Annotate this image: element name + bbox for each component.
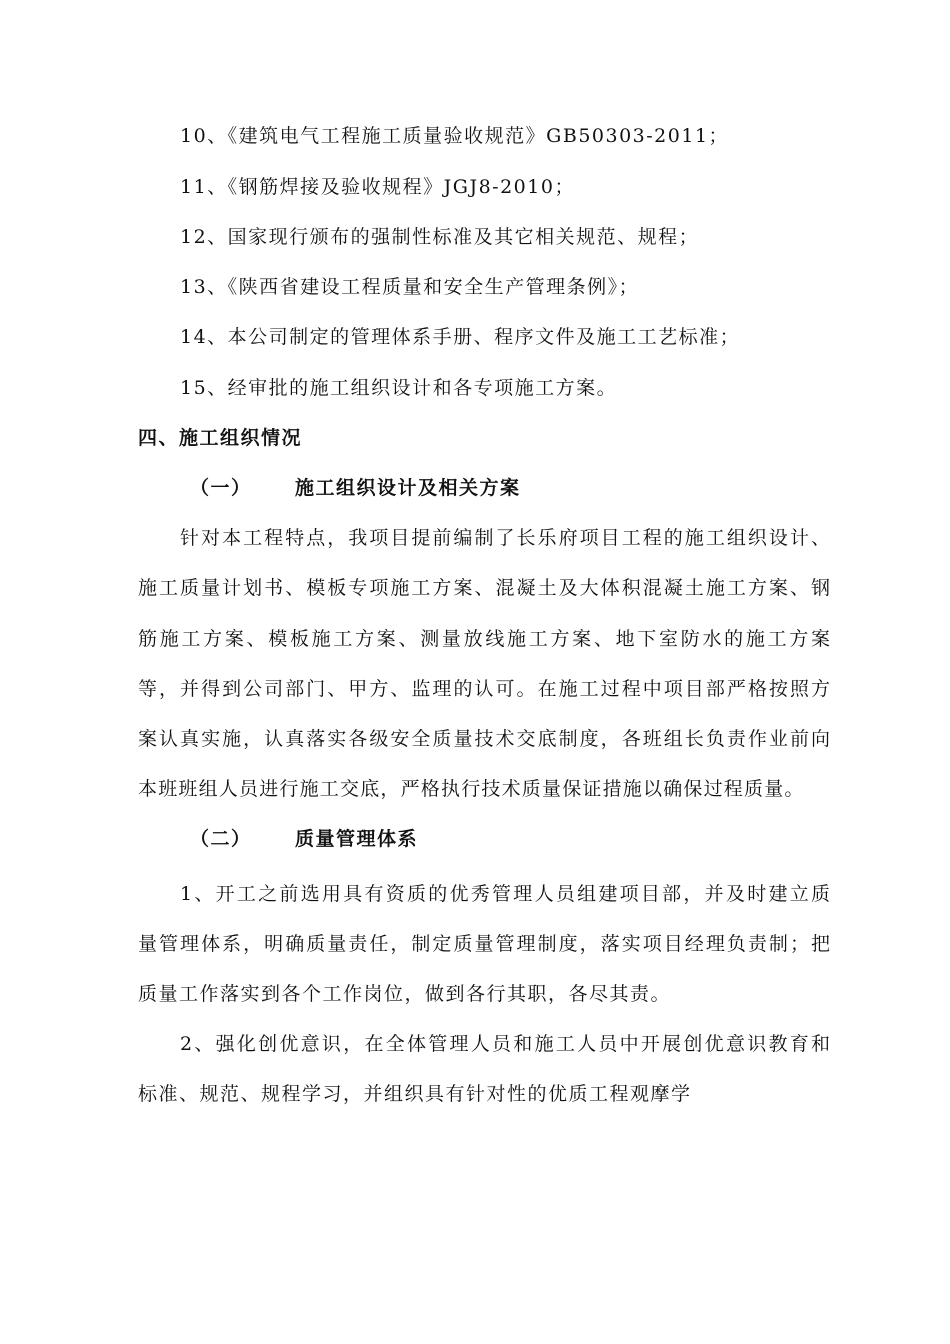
- subsection-1-number: （一）: [190, 477, 252, 499]
- subsection-2-title: 质量管理体系: [295, 828, 419, 850]
- reference-item-12: 12、国家现行颁布的强制性标准及其它相关规范、规程；: [180, 226, 700, 248]
- reference-item-14: 14、本公司制定的管理体系手册、程序文件及施工工艺标准；: [180, 326, 741, 348]
- paragraph-line: 量管理体系，明确质量责任，制定质量管理制度，落实项目经理负责制；把: [138, 933, 830, 955]
- reference-item-15: 15、经审批的施工组织设计和各专项施工方案。: [180, 377, 618, 399]
- subsection-1-title: 施工组织设计及相关方案: [295, 477, 521, 499]
- paragraph-line: 针对本工程特点，我项目提前编制了长乐府项目工程的施工组织设计、: [180, 527, 830, 549]
- paragraph-line: 1、开工之前选用具有资质的优秀管理人员组建项目部，并及时建立质: [180, 883, 830, 905]
- reference-item-10: 10、《建筑电气工程施工质量验收规范》GB50303-2011；: [180, 125, 730, 147]
- paragraph-line: 2、强化创优意识，在全体管理人员和施工人员中开展创优意识教育和: [180, 1033, 830, 1055]
- section-heading: 四、施工组织情况: [138, 427, 303, 449]
- reference-item-11: 11、《钢筋焊接及验收规程》JGJ8-2010；: [180, 176, 575, 198]
- paragraph-line: 本班班组人员进行施工交底，严格执行技术质量保证措施以确保过程质量。: [138, 778, 805, 800]
- subsection-2-number: （二）: [190, 828, 252, 850]
- paragraph-line: 质量工作落实到各个工作岗位，做到各行其职，各尽其责。: [138, 983, 672, 1005]
- paragraph-line: 标准、规范、规程学习，并组织具有针对性的优质工程观摩学: [138, 1083, 692, 1105]
- reference-item-13: 13、《陕西省建设工程质量和安全生产管理条例》；: [180, 276, 640, 298]
- paragraph-line: 案认真实施，认真落实各级安全质量技术交底制度，各班组长负责作业前向: [138, 728, 830, 750]
- paragraph-line: 筋施工方案、模板施工方案、测量放线施工方案、地下室防水的施工方案: [138, 628, 830, 650]
- paragraph-line: 施工质量计划书、模板专项施工方案、混凝土及大体积混凝土施工方案、钢: [138, 577, 830, 599]
- paragraph-line: 等，并得到公司部门、甲方、监理的认可。在施工过程中项目部严格按照方: [138, 678, 830, 700]
